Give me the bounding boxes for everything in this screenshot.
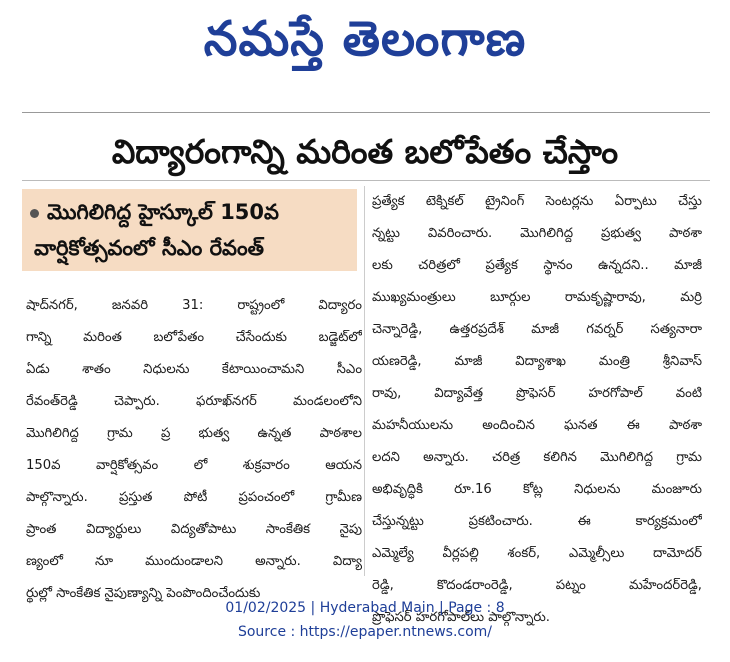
article-line: ఎమ్మెల్యే వీర్లపల్లి శంకర్, ఎమ్మెల్సీలు దామోదర్: [372, 546, 702, 561]
article-line: మహనీయులను అందించిన ఘనత ఈ పాఠశా: [372, 418, 702, 433]
article-line: ఏడు శాతం నిధులను కేటాయించామని సీఎం: [26, 362, 362, 377]
article-line: ణ్యంలో నూ ముందుండాలని అన్నారు. విద్యా: [26, 554, 362, 569]
article-line: ప్రాంత విద్యార్థులు విద్యతోపాటు సాంకేతిక నైపు: [26, 522, 362, 537]
article-line: షాద్‌నగర్, జనవరి 31: రాష్ట్రంలో విద్యారం: [26, 298, 362, 313]
masthead-divider: [22, 112, 710, 113]
highlight-text-1: మొగిలిగిద్ద హైస్కూల్ 150వ: [47, 200, 279, 224]
article-headline: విద్యారంగాన్ని మరింత బలోపేతం చేస్తాం: [111, 132, 619, 171]
article-line: ముఖ్యమంత్రులు బూర్గుల రామకృష్ణారావు, మర్రి: [372, 290, 702, 305]
bullet-icon: [30, 209, 39, 218]
article-line: రావు, విద్యావేత్త ప్రొఫెసర్ హరగోపాల్ వంటి: [372, 386, 702, 401]
highlight-line-1: [30, 197, 279, 227]
highlight-box: [22, 189, 357, 271]
article-line: యణరెడ్డి, మాజీ విద్యాశాఖ మంత్రి శ్రీనివాస్: [372, 354, 702, 369]
article-line: రేవంత్‌రెడ్డి చెప్పారు. ఫరూఖ్‌నగర్ మండలంలోని: [26, 394, 362, 409]
article-line: 150వ వార్షికోత్సవం లో శుక్రవారం ఆయన: [26, 458, 362, 473]
edition-info: 01/02/2025 | Hyderabad Main | Page : 8: [225, 600, 505, 616]
source-link[interactable]: Source : https://epaper.ntnews.com/: [237, 624, 493, 640]
article-line: రెడ్డి, కొదండరాంరెడ్డి, పట్నం మహేందర్‌రెడ్డి,: [372, 578, 702, 593]
column-divider: [364, 186, 365, 576]
article-column-right: [372, 186, 702, 634]
article-line: అభివృద్ధికి రూ.16 కోట్ల నిధులను మంజూరు: [372, 482, 702, 497]
article-line: ర్థుల్లో సాంకేతిక నైపుణ్యాన్ని పెంపొందించేందుకు: [26, 586, 261, 601]
article-line: చెన్నారెడ్డి, ఉత్తరప్రదేశ్ మాజీ గవర్నర్ సత్యనారా: [372, 322, 702, 337]
article-line: లదని అన్నారు. చరిత్ర కలిగిన మొగిలిగిద్ద గ్రామ: [372, 450, 702, 465]
article-line: న్నట్టు వివరించారు. మొగిలిగిద్ద ప్రభుత్వ పాఠశా: [372, 226, 702, 241]
article-line: లకు చరిత్రలో ప్రత్యేక స్థానం ఉన్నదని.. మాజీ: [372, 258, 702, 273]
article-line: పాల్గొన్నారు. ప్రస్తుత పోటీ ప్రపంచంలో గ్రామీణ: [26, 490, 362, 505]
article-line: ప్రత్యేక టెక్నికల్ ట్రైనింగ్ సెంటర్లను ఏర్పాటు చేస్తు: [372, 194, 702, 209]
headline-divider: [22, 180, 710, 181]
article-line: మొగిలిగిద్ద గ్రామ ప్ర భుత్వ ఉన్నత పాఠశాల: [26, 426, 362, 441]
highlight-line-2: వార్షికోత్సవంలో సీఎం రేవంత్: [34, 236, 264, 260]
article-line: గాన్ని మరింత బలోపేతం చేసేందుకు బడ్జెట్‌లో: [26, 330, 362, 345]
article-column-left: [26, 290, 362, 610]
article-line: చేస్తున్నట్టు ప్రకటించారు. ఈ కార్యక్రమంలో: [372, 514, 702, 529]
newspaper-masthead: నమస్తే తెలంగాణ: [203, 11, 527, 67]
article-line: ప్రొఫెసర్ హరగోపాల్‌లు పాల్గొన్నారు.: [372, 610, 550, 625]
